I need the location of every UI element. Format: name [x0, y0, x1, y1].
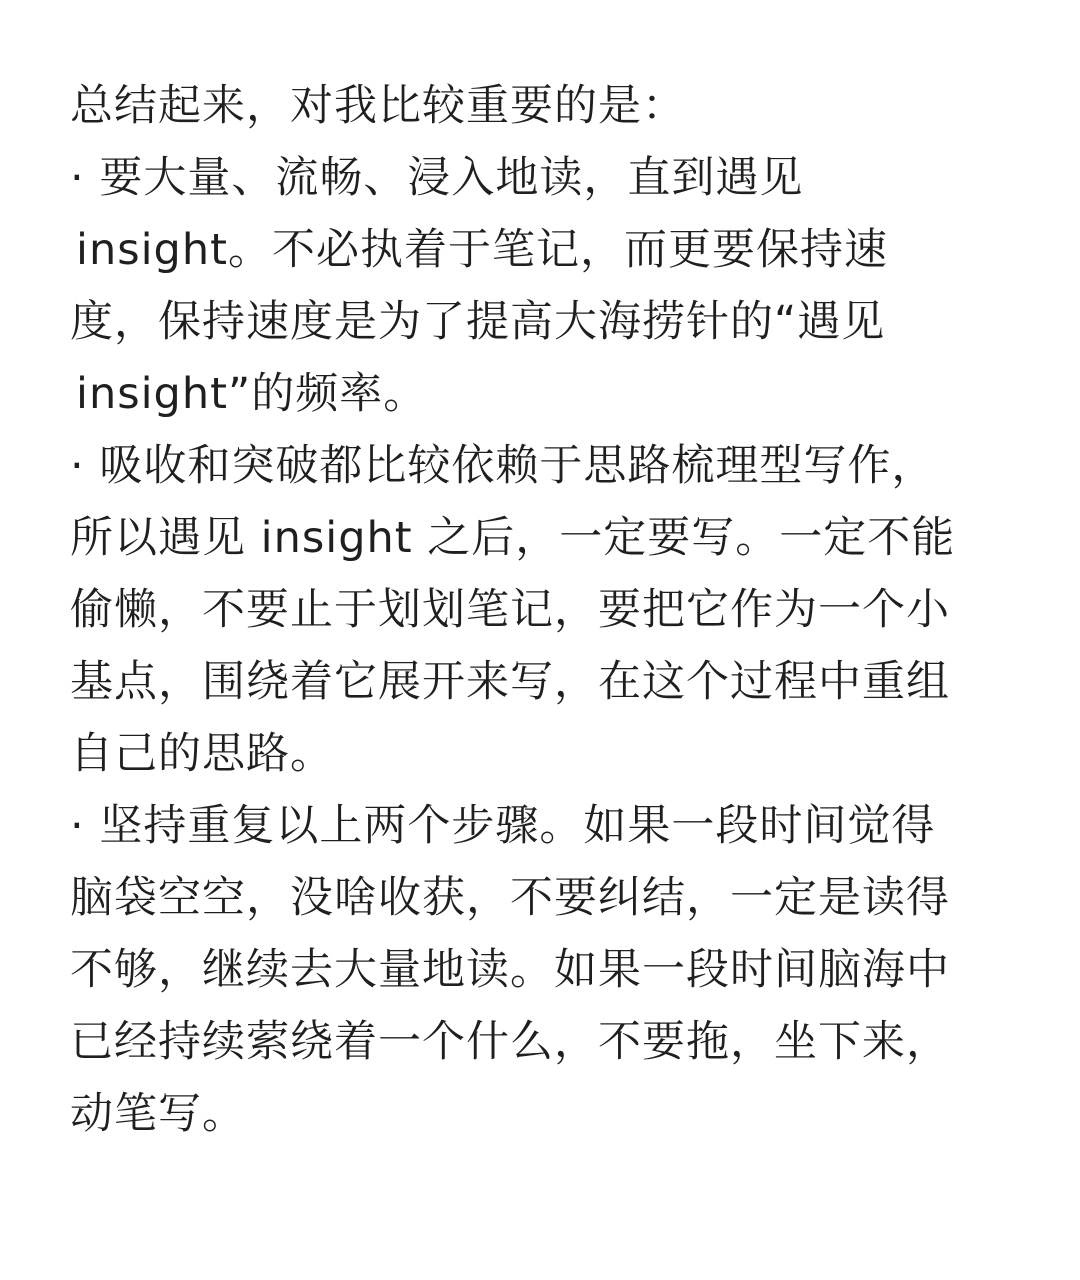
- note-body: [70, 70, 1015, 1150]
- bullet-3-line-3: 不够，继续去大量地读。如果一段时间脑海中: [70, 945, 950, 995]
- bullet-2-line-2: 所以遇见 insight 之后，一定要写。一定不能: [70, 513, 956, 563]
- bullet-3-line-2: 脑袋空空，没啥收获，不要纠结，一定是读得: [70, 873, 950, 923]
- bullet-3-line-1: · 坚持重复以上两个步骤。如果一段时间觉得: [70, 801, 936, 851]
- bullet-3-line-5: 动笔写。: [70, 1089, 246, 1139]
- bullet-3-line-4: 已经持续萦绕着一个什么，不要拖，坐下来，: [70, 1017, 950, 1067]
- bullet-1-line-1: · 要大量、流畅、浸入地读，直到遇见: [70, 153, 804, 203]
- bullet-1-line-2: insight。不必执着于笔记，而更要保持速: [76, 225, 888, 275]
- bullet-2-line-1: · 吸收和突破都比较依赖于思路梳理型写作，: [70, 441, 936, 491]
- summary-heading: 总结起来，对我比较重要的是：: [70, 81, 686, 131]
- bullet-2-line-3: 偷懒，不要止于划划笔记，要把它作为一个小: [70, 585, 950, 635]
- bullet-1-line-3: 度，保持速度是为了提高大海捞针的“遇见: [70, 297, 886, 347]
- bullet-1-line-4: insight”的频率。: [76, 369, 428, 419]
- bullet-2-line-5: 自己的思路。: [70, 729, 334, 779]
- bullet-2-line-4: 基点，围绕着它展开来写，在这个过程中重组: [70, 657, 950, 707]
